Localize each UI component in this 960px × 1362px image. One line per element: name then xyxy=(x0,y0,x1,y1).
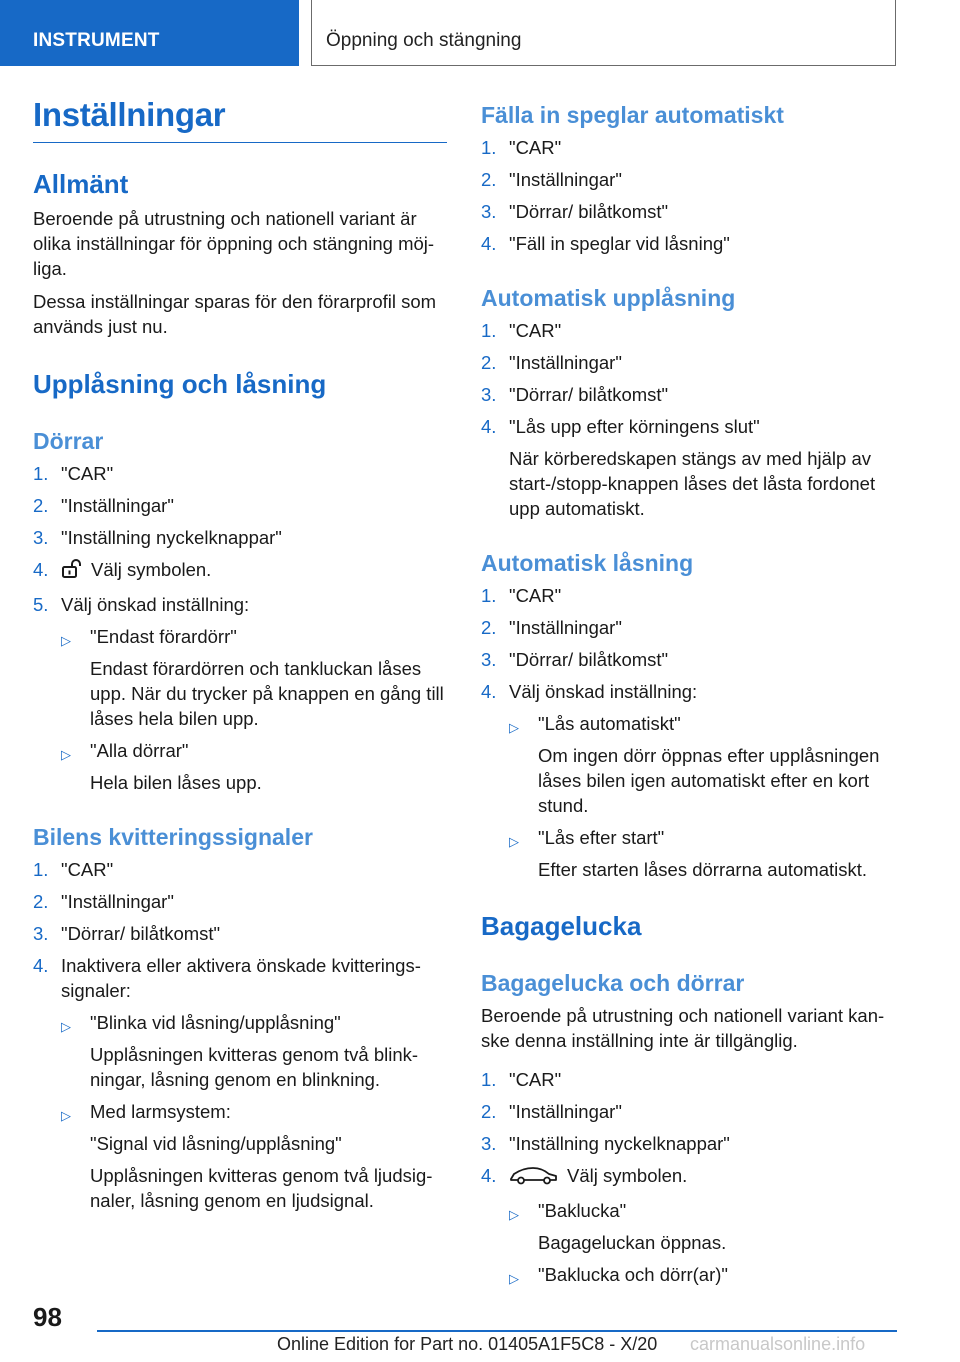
steps-list xyxy=(481,318,895,521)
option-item: ▷ "Endast förardörr" Endast förardörren och tankluckan låses upp. När du trycker på knappen en gång till låses hela bilen upp. xyxy=(61,626,444,729)
left-column xyxy=(33,96,447,1220)
list-item: 2. "Inställningar" xyxy=(481,1101,622,1122)
triangle-bullet-icon: ▷ xyxy=(509,1207,519,1222)
heading-unlock-lock: Upplåsning och låsning xyxy=(33,369,327,399)
page-header xyxy=(0,0,960,66)
heading-auto-unlock: Automatisk upplåsning xyxy=(481,285,736,311)
list-item: 2. "Inställningar" xyxy=(33,891,174,912)
list-item: 3. "Dörrar/ bilåtkomst" xyxy=(33,923,221,944)
heading-signals: Bilens kvitteringssignaler xyxy=(33,824,313,850)
list-item: 3. "Dörrar/ bilåtkomst" xyxy=(481,649,669,670)
paragraph: Beroende på utrustning och nationell variant är olika inställningar för öppning och stängning möj‐liga. xyxy=(33,208,435,279)
steps-list xyxy=(481,1067,895,1291)
option-item: ▷ "Lås automatiskt" Om ingen dörr öppnas efter upplåsningen låses bilen igen automatiskt efter en kort stund. xyxy=(509,713,880,816)
chapter-title: Öppning och stängning xyxy=(311,0,896,66)
heading-trunk-doors: Bagagelucka och dörrar xyxy=(481,970,745,996)
triangle-bullet-icon: ▷ xyxy=(509,720,519,735)
heading-doors: Dörrar xyxy=(33,428,104,454)
list-item: 2. "Inställningar" xyxy=(481,169,622,190)
list-item: 5. Välj önskad inställning: ▷ "Endast förardörr" Endast förardörren och tankluckan låses upp. När du trycker på knappen en gång till låses hela bilen upp. ▷ "Alla dörrar" Hela bilen låses upp. xyxy=(33,592,447,795)
list-item: 1. "CAR" xyxy=(33,463,114,484)
triangle-bullet-icon: ▷ xyxy=(61,1108,71,1123)
option-item: ▷ "Baklucka" Bagageluckan öppnas. xyxy=(509,1200,727,1253)
paragraph: Dessa inställningar sparas för den förarprofil som används just nu. xyxy=(33,291,437,337)
list-item: 4. Inaktivera eller aktivera önskade kvitterings‐signaler: ▷ "Blinka vid låsning/upplåsning" Upplåsningen kvitteras genom två blink‐ningar, låsning genom en blinkning. ▷ Med larmsystem: "Signal vid låsning/upplåsning" Upplåsningen kvitteras genom två ljudsig‐naler, låsning genom en ljudsignal. xyxy=(33,953,447,1213)
heading-fold-mirrors: Fälla in speglar automatiskt xyxy=(481,102,784,128)
footer-edition: Online Edition for Part no. 01405A1F5C8 - X/20 xyxy=(277,1334,658,1354)
section-tab: INSTRUMENT xyxy=(0,0,299,66)
footer-divider xyxy=(97,1330,897,1332)
right-column xyxy=(481,102,895,1298)
list-item: 3. "Inställning nyckelknappar" xyxy=(33,527,282,548)
list-item: 3. "Inställning nyckelknappar" xyxy=(481,1133,730,1154)
option-item: ▷ "Alla dörrar" Hela bilen låses upp. xyxy=(61,740,262,793)
steps-list xyxy=(481,135,895,256)
list-item: 3. "Dörrar/ bilåtkomst" xyxy=(481,201,669,222)
list-item: 1. "CAR" xyxy=(481,1069,562,1090)
triangle-bullet-icon: ▷ xyxy=(61,1019,71,1034)
list-item: 1. "CAR" xyxy=(481,137,562,158)
list-item: 1. "CAR" xyxy=(481,320,562,341)
heading-auto-lock: Automatisk låsning xyxy=(481,550,694,576)
watermark: carmanualsonline.info xyxy=(690,1334,866,1354)
option-item: ▷ "Baklucka och dörr(ar)" xyxy=(509,1262,895,1291)
triangle-bullet-icon: ▷ xyxy=(509,834,519,849)
list-item: 3. "Dörrar/ bilåtkomst" xyxy=(481,384,669,405)
triangle-bullet-icon: ▷ xyxy=(509,1271,519,1286)
triangle-bullet-icon: ▷ xyxy=(61,747,71,762)
unlock-icon xyxy=(61,559,83,585)
list-item: 4. "Fäll in speglar vid låsning" xyxy=(481,233,730,254)
steps-list xyxy=(481,583,895,882)
page-title: Inställningar xyxy=(33,96,447,143)
list-item: 2. "Inställningar" xyxy=(481,617,622,638)
list-item: 2. "Inställningar" xyxy=(33,495,174,516)
list-item: 2. "Inställningar" xyxy=(481,352,622,373)
option-item: ▷ Med larmsystem: "Signal vid låsning/upplåsning" Upplåsningen kvitteras genom två ljudsig‐naler, låsning genom en ljudsignal. xyxy=(61,1101,433,1211)
list-item: 4. Välj önskad inställning: ▷ "Lås automatiskt" Om ingen dörr öppnas efter upplåsningen låses bilen igen automatiskt efter en kort stund. ▷ "Lås efter start" Efter starten låses dörrarna automatiskt. xyxy=(481,679,895,882)
list-item: 4. "Lås upp efter körningens slut" När körberedskapen stängs av med hjälp av start-/stopp-knappen låses det låsta fordonet upp automatiskt. xyxy=(481,416,876,519)
list-item: 1. "CAR" xyxy=(33,859,114,880)
steps-list xyxy=(33,857,447,1213)
paragraph: Beroende på utrustning och nationell variant kan‐ske denna inställning inte är tillgänglig. xyxy=(481,1005,885,1051)
triangle-bullet-icon: ▷ xyxy=(61,633,71,648)
option-item: ▷ "Lås efter start" Efter starten låses dörrarna automatiskt. xyxy=(509,827,868,880)
steps-list xyxy=(33,461,447,795)
heading-general: Allmänt xyxy=(33,169,129,199)
option-item: ▷ "Blinka vid låsning/upplåsning" Upplåsningen kvitteras genom två blink‐ningar, låsning genom en blinkning. xyxy=(61,1012,419,1090)
page-number: 98 xyxy=(33,1302,62,1332)
list-item: 1. "CAR" xyxy=(481,585,562,606)
heading-trunk: Bagagelucka xyxy=(481,911,642,941)
list-item: 4. Välj symbolen. xyxy=(33,557,447,585)
car-trunk-icon xyxy=(509,1165,559,1191)
list-item: 4. Välj symbolen. ▷ "Baklucka" Bagageluckan öppnas. ▷ "Baklucka och dörr(ar)" xyxy=(481,1163,895,1291)
